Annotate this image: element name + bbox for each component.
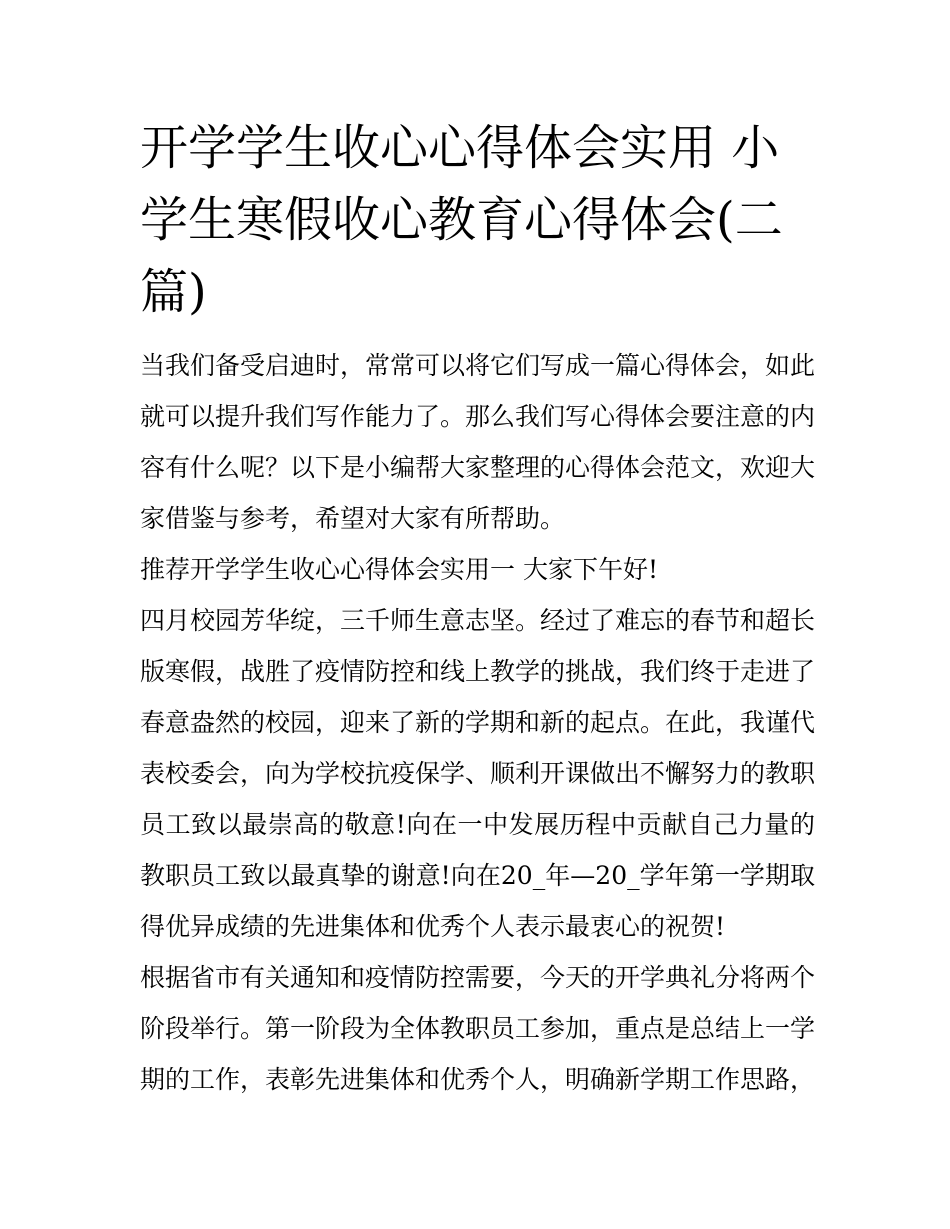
intro-paragraph: 当我们备受启迪时，常常可以将它们写成一篇心得体会，如此就可以提升我们写作能力了。那么我们写心得体会要注意的内容有什么呢？以下是小编帮大家整理的心得体会范文，欢迎大家借鉴与参考，希望对大家有所帮助。 bbox=[140, 351, 816, 533]
document-title: 开学学生收心心得体会实用 小学生寒假收心教育心得体会(二篇) bbox=[140, 120, 783, 320]
body-paragraph: 根据省市有关通知和疫情防控需要，今天的开学典礼分将两个阶段举行。第一阶段为全体教职员工参加，重点是总结上一学期的工作，表彰先进集体和优秀个人，明确新学期工作思路， bbox=[140, 963, 816, 1094]
body-paragraph: 四月校园芳华绽，三千师生意志坚。经过了难忘的春节和超长版寒假，战胜了疫情防控和线上教学的挑战，我们终于走进了春意盎然的校园，迎来了新的学期和新的起点。在此，我谨代表校委会，向为学校抗疫保学、顺利开课做出不懈努力的教职员工致以最崇高的敬意!向在一中发展历程中贡献自己力量的教职员工致以最真挚的谢意!向在20_年—20_学年第一学期取得优异成绩的先进集体和优秀个人表示最衷心的祝贺! bbox=[140, 606, 816, 941]
section-heading-paragraph: 推荐开学学生收心心得体会实用一 大家下午好! bbox=[140, 555, 658, 584]
document-page bbox=[140, 112, 815, 1105]
